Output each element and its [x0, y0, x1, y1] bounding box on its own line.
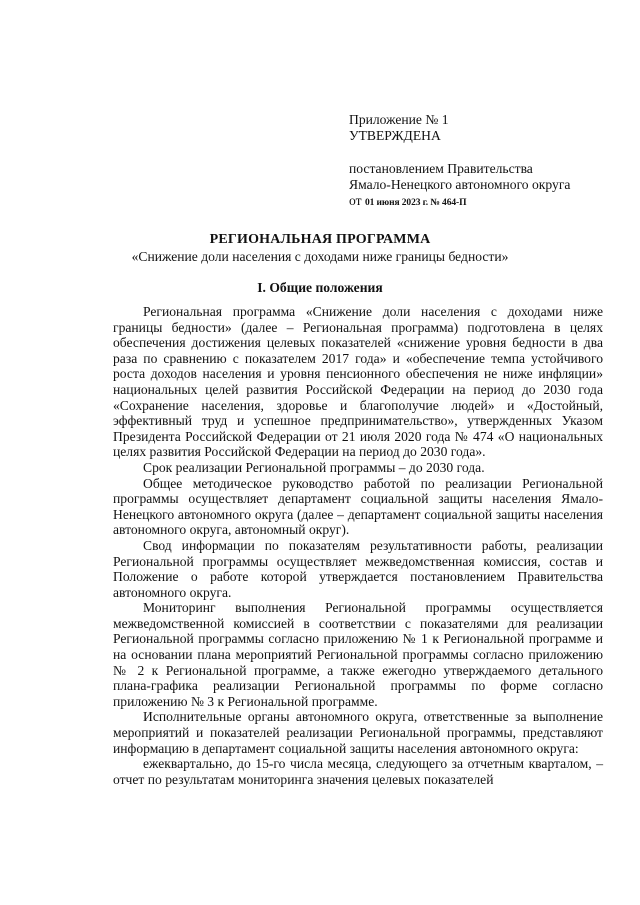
paragraph: Срок реализации Региональной программы – до 2030 года. [143, 459, 485, 475]
paragraph: Мониторинг выполнения Региональной программы осуществляется межведомственной комиссией в соответствии с показателями для реализации Региональной программы согласно приложению № 1 к Региональной программе и на основании плана мероприятий Региональной программы согласно приложению № 2 к Региональной программе, а также ежегодно утверждаемого детального плана-графика реализации Региональной программы по форме согласно приложению № 3 к Региональной программе. [113, 600, 603, 709]
document-title: РЕГИОНАЛЬНАЯ ПРОГРАММА [209, 232, 431, 247]
paragraph: Общее методическое руководство работой по реализации Региональной программы осуществляет департамент социальной защиты населения Ямало-Ненецкого автономного округа (далее – департамент социальной защиты населения автономного округа, автономный округ). [113, 475, 603, 538]
document-body [113, 304, 603, 787]
approval-header [349, 112, 570, 211]
paragraph: Исполнительные органы автономного округа, ответственные за выполнение мероприятий и показателей реализации Региональной программы, представляют информацию в департамент социальной защиты населения автономного округа: [113, 709, 603, 756]
date-prefix: от [349, 193, 362, 208]
section-heading: I. Общие положения [257, 280, 383, 295]
resolution-line-1: постановлением Правительства [349, 161, 533, 176]
resolution-line-2: Ямало-Ненецкого автономного округа [349, 177, 571, 192]
appendix-label: Приложение № 1 [349, 112, 449, 127]
resolution-date-line [349, 193, 570, 211]
paragraph: Региональная программа «Снижение доли населения с доходами ниже границы бедности» (далее – Региональная программа) подготовлена в целях обеспечения достижения целевых показателей «снижение уровня бедности в два раза по сравнению с показателем 2017 года» и «обеспечение темпа устойчивого роста доходов населения и уровня пенсионного обеспечения не ниже инфляции» национальных целей развития Российской Федерации на период до 2030 года «Сохранение населения, здоровье и благополучие людей» и «Достойный, эффективный труд и успешное предпринимательство», утвержденных Указом Президента Российской Федерации от 21 июля 2020 года № 474 «О национальных целях развития Российской Федерации на период до 2030 года». [113, 304, 603, 460]
document-subtitle: «Снижение доли населения с доходами ниже границы бедности» [131, 249, 509, 264]
approved-label: УТВЕРЖДЕНА [349, 128, 441, 143]
paragraph: ежеквартально, до 15-го числа месяца, следующего за отчетным кварталом, – отчет по результатам мониторинга значения целевых показателей [113, 756, 603, 787]
paragraph: Свод информации по показателям результативности работы, реализации Региональной программы осуществляет межведомственная комиссия, состав и Положение о работе которой утверждается постановлением Правительства автономного округа. [113, 537, 603, 600]
resolution-date: 01 июня 2023 г. № 464-П [364, 198, 467, 208]
